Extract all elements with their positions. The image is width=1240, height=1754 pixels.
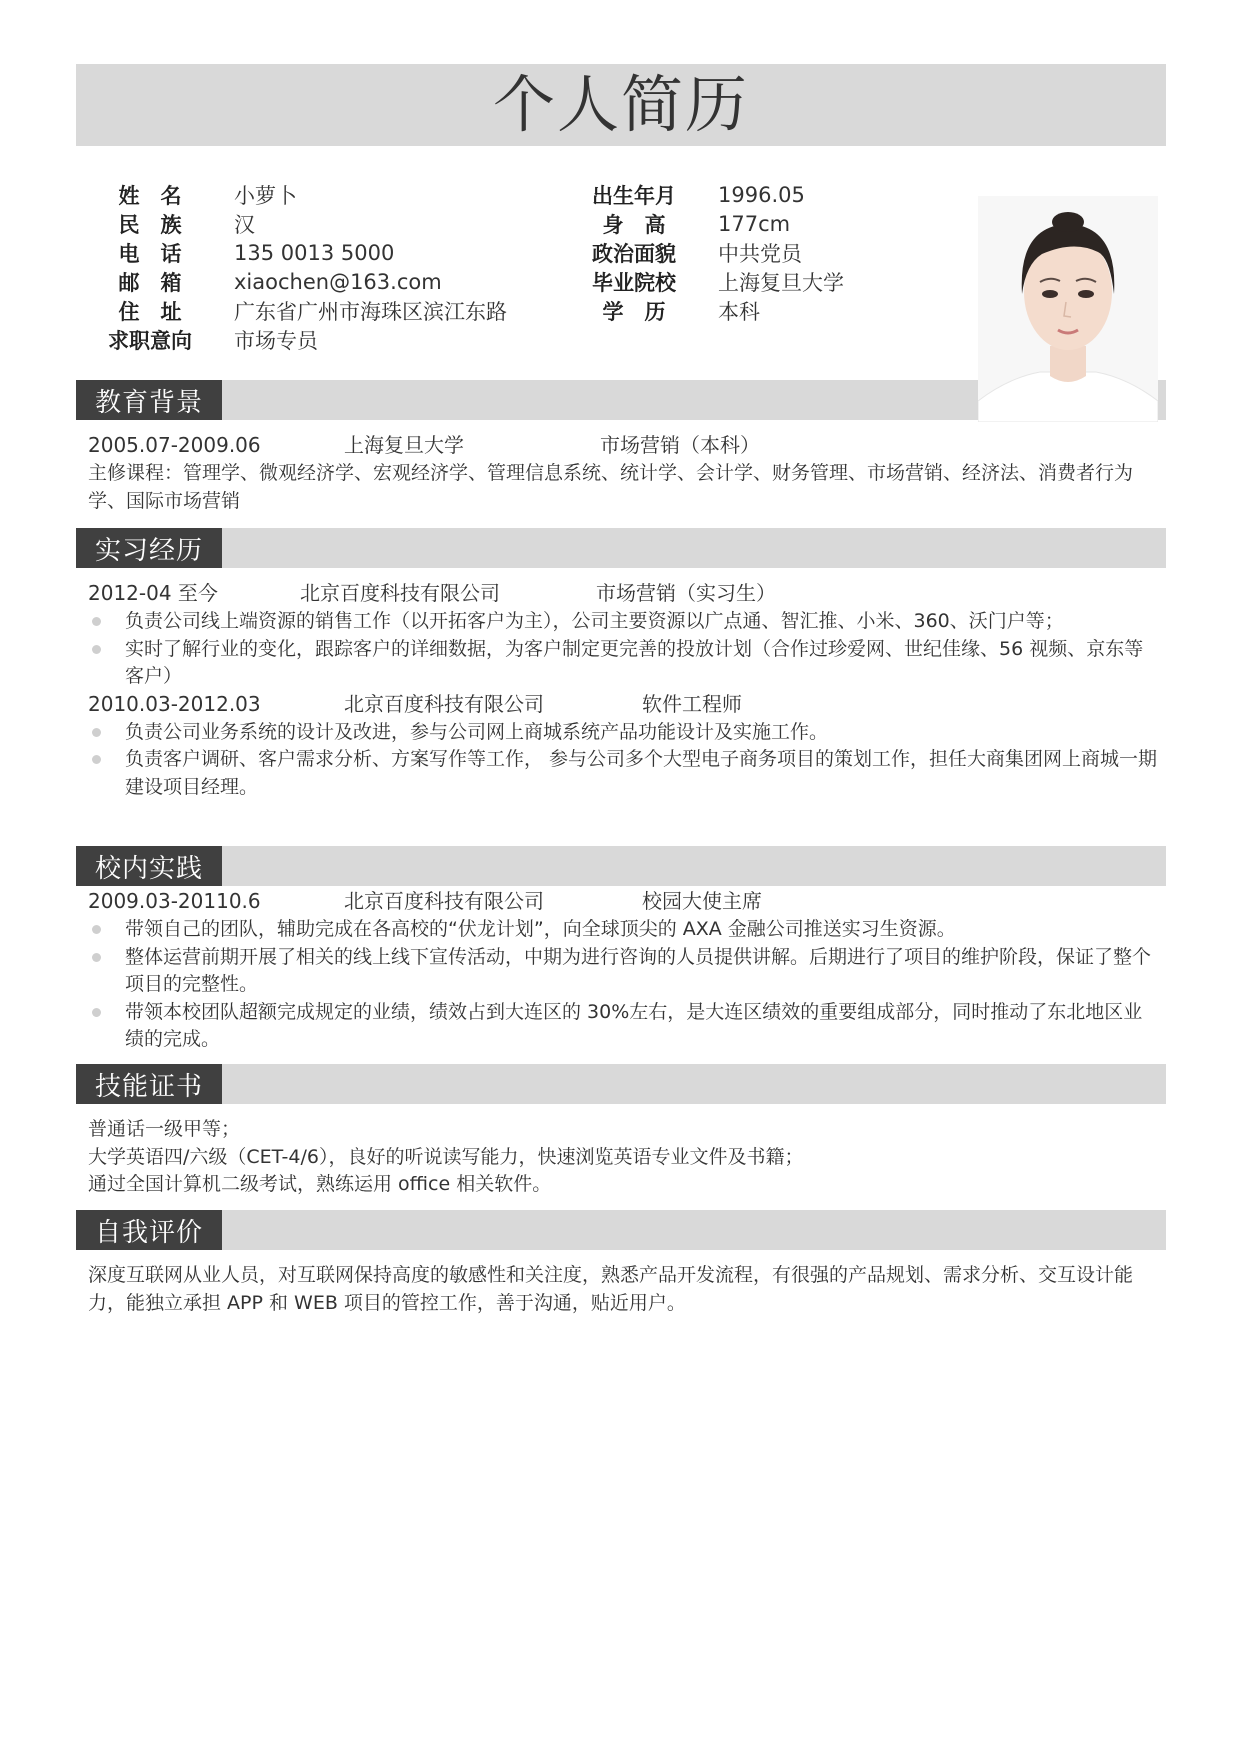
- info-label: 毕业院校: [592, 270, 676, 295]
- section-bar-internship: [76, 528, 1166, 568]
- info-label: 姓 名: [118, 183, 182, 208]
- skill-line: 普通话一级甲等；: [88, 1118, 241, 1140]
- list-item: 负责公司线上端资源的销售工作（以开拓客户为主），公司主要资源以广点通、智汇推、小米、360、沃门户等；: [88, 608, 1158, 636]
- list-item: 带领本校团队超额完成规定的业绩，绩效占到大连区的 30%左右，是大连区绩效的重要组成部分，同时推动了东北地区业绩的完成。: [88, 999, 1158, 1054]
- info-label: 身 高: [602, 212, 666, 237]
- info-row-phone: [104, 238, 507, 267]
- internship-entry-head: [88, 691, 1158, 719]
- entry-date: 2005.07-2009.06: [88, 433, 261, 457]
- list-item: 整体运营前期开展了相关的线上线下宣传活动，中期为进行咨询的人员提供讲解。后期进行了项目的维护阶段，保证了整个项目的完整性。: [88, 944, 1158, 999]
- self-evaluation-block: [88, 1262, 1158, 1317]
- entry-major: 市场营销（本科）: [600, 433, 760, 457]
- info-value: 市场专员: [234, 328, 318, 353]
- skill-line: 大学英语四/六级（CET-4/6），良好的听说读写能力，快速浏览英语专业文件及书籍；: [88, 1145, 804, 1168]
- entry-company: 北京百度科技有限公司: [344, 889, 544, 913]
- entry-school: 上海复旦大学: [344, 433, 464, 457]
- campus-entry-head: [88, 888, 1158, 916]
- section-title: 实习经历: [76, 528, 222, 568]
- list-item: 负责客户调研、客户需求分析、方案写作等工作， 参与公司多个大型电子商务项目的策划工作，担任大商集团网上商城一期建设项目经理。: [88, 746, 1158, 801]
- info-row-ethnicity: [104, 209, 507, 238]
- info-label: 电 话: [118, 241, 182, 266]
- education-entry-head: [88, 432, 1158, 460]
- internship-bullets: [88, 719, 1158, 802]
- info-row-height: [588, 209, 844, 238]
- internship-entry-head: [88, 580, 1158, 608]
- list-item: 负责公司业务系统的设计及改进，参与公司网上商城系统产品功能设计及实施工作。: [88, 719, 1158, 747]
- section-bar-skills: [76, 1064, 1166, 1104]
- info-label: 民 族: [118, 212, 182, 237]
- info-label: 求职意向: [108, 328, 192, 353]
- title-banner: [76, 64, 1166, 146]
- info-value: 1996.05: [718, 182, 805, 207]
- entry-role: 软件工程师: [642, 691, 742, 716]
- info-row-email: [104, 267, 507, 296]
- section-title: 校内实践: [76, 846, 222, 886]
- education-courses: 主修课程：管理学、微观经济学、宏观经济学、管理信息系统、统计学、会计学、财务管理、市场营销、经济法、消费者行为学、国际市场营销: [88, 462, 1134, 512]
- section-bar-campus: [76, 846, 1166, 886]
- internship-block: [88, 580, 1158, 801]
- info-value: 上海复旦大学: [718, 270, 844, 295]
- entry-role: 市场营销（实习生）: [596, 581, 776, 605]
- list-item: 带领自己的团队，辅助完成在各高校的“伏龙计划”，向全球顶尖的 AXA 金融公司推送实习生资源。: [88, 916, 1158, 944]
- personal-info-left: [104, 180, 507, 354]
- section-bar-self: [76, 1210, 1166, 1250]
- section-title: 教育背景: [76, 380, 222, 420]
- info-value: 小萝卜: [234, 183, 297, 208]
- info-row-degree: [588, 296, 844, 325]
- campus-block: [88, 888, 1158, 1054]
- self-evaluation-text: 深度互联网从业人员，对互联网保持高度的敏感性和关注度，熟悉产品开发流程，有很强的产品规划、需求分析、交互设计能力，能独立承担 APP 和 WEB 项目的管控工作，善于沟通，贴近用户。: [88, 1264, 1134, 1314]
- info-value: 汉: [234, 212, 255, 237]
- info-value: 本科: [718, 299, 760, 324]
- info-row-objective: [104, 325, 507, 354]
- page-title: 个人简历: [492, 68, 749, 141]
- info-label: 学 历: [602, 299, 666, 324]
- education-block: [88, 432, 1158, 515]
- info-value: 177cm: [718, 211, 791, 236]
- list-item: 实时了解行业的变化，跟踪客户的详细数据，为客户制定更完善的投放计划（合作过珍爱网、世纪佳缘、56 视频、京东等客户）: [88, 636, 1158, 691]
- internship-bullets: [88, 608, 1158, 691]
- info-value: 135 0013 5000: [234, 240, 395, 265]
- section-title: 技能证书: [76, 1064, 222, 1104]
- entry-company: 北京百度科技有限公司: [344, 691, 544, 716]
- entry-company: 北京百度科技有限公司: [300, 581, 500, 605]
- info-value: 中共党员: [718, 241, 802, 266]
- info-row-name: [104, 180, 507, 209]
- entry-date: 2012-04 至今: [88, 581, 218, 605]
- profile-photo: [978, 196, 1158, 422]
- entry-date: 2010.03-2012.03: [88, 691, 261, 716]
- skill-line: 通过全国计算机二级考试，熟练运用 office 相关软件。: [88, 1173, 552, 1195]
- skills-block: [88, 1116, 1158, 1199]
- info-row-birth: [588, 180, 844, 209]
- entry-date: 2009.03-20110.6: [88, 889, 261, 913]
- info-label: 政治面貌: [592, 241, 676, 266]
- info-row-political: [588, 238, 844, 267]
- section-title: 自我评价: [76, 1210, 222, 1250]
- info-label: 邮 箱: [118, 270, 182, 295]
- personal-info-right: [588, 180, 844, 325]
- info-row-school: [588, 267, 844, 296]
- entry-role: 校园大使主席: [642, 889, 762, 913]
- campus-bullets: [88, 916, 1158, 1054]
- info-label: 住 址: [118, 299, 182, 324]
- info-label: 出生年月: [592, 183, 676, 208]
- info-value: xiaochen@163.com: [234, 269, 442, 294]
- info-row-address: [104, 296, 507, 325]
- info-value: 广东省广州市海珠区滨江东路: [234, 299, 507, 324]
